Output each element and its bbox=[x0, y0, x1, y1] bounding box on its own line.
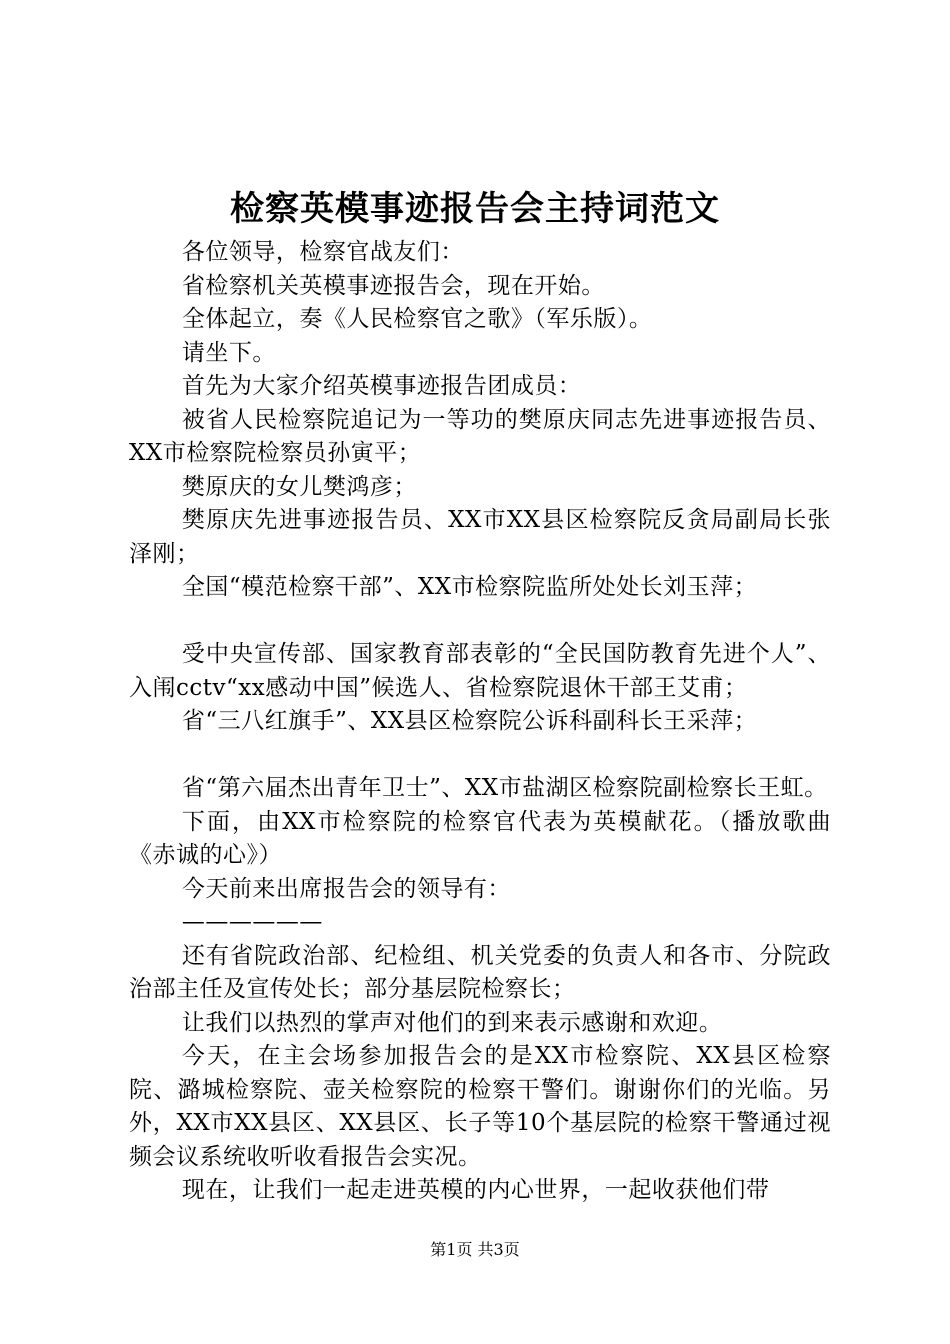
paragraph: 下面，由XX市检察院的检察官代表为英模献花。（播放歌曲《赤诚的心》） bbox=[129, 808, 831, 868]
paragraph: 各位领导，检察官战友们： bbox=[181, 239, 464, 265]
paragraph: 樊原庆先进事迹报告员、XX市XX县区检察院反贪局副局长张泽刚； bbox=[129, 507, 831, 567]
paragraph: 今天前来出席报告会的领导有： bbox=[181, 875, 511, 902]
paragraph: 全体起立，奏《人民检察官之歌》（军乐版）。 bbox=[181, 306, 653, 332]
blank-line bbox=[129, 739, 831, 773]
paragraph: 樊原庆的女儿樊鸿彦； bbox=[181, 473, 417, 500]
paragraph: 被省人民检察院追记为一等功的樊原庆同志先进事迹报告员、XX市检察院检察员孙寅平； bbox=[129, 406, 831, 466]
page-footer: 第1页 共3页 bbox=[430, 1240, 520, 1259]
paragraph: 首先为大家介绍英模事迹报告团成员： bbox=[181, 373, 582, 399]
paragraph: 省“三八红旗手”、XX县区检察院公诉科副科长王采萍； bbox=[181, 708, 758, 734]
paragraph: 还有省院政治部、纪检组、机关党委的负责人和各市、分院政治部主任及宣传处长；部分基层院检察长； bbox=[129, 942, 831, 1002]
paragraph: —————— bbox=[181, 909, 323, 935]
paragraph: 省检察机关英模事迹报告会，现在开始。 bbox=[181, 272, 605, 299]
blank-line bbox=[129, 605, 831, 639]
paragraph: 全国“模范检察干部”、XX市检察院监所处处长刘玉萍； bbox=[181, 574, 758, 600]
document-body bbox=[129, 236, 831, 1208]
paragraph: 今天，在主会场参加报告会的是XX市检察院、XX县区检察院、潞城检察院、壶关检察院的检察干警们。谢谢你们的光临。另外，XX市XX县区、XX县区、长子等10个基层院的检察干警通过视频会议系统收听收看报告会实况。 bbox=[129, 1043, 831, 1170]
paragraph: 受中央宣传部、国家教育部表彰的“全民国防教育先进个人”、入闱cctv“xx感动中国”候选人、省检察院退休干部王艾甫； bbox=[129, 641, 831, 701]
paragraph: 请坐下。 bbox=[181, 339, 276, 366]
document-title: 检察英模事迹报告会主持词范文 bbox=[230, 189, 720, 229]
paragraph: 省“第六届杰出青年卫士”、XX市盐湖区检察院副检察长王虹。 bbox=[181, 775, 828, 801]
paragraph: 现在，让我们一起走进英模的内心世界，一起收获他们带 bbox=[181, 1177, 770, 1203]
paragraph: 让我们以热烈的掌声对他们的到来表示感谢和欢迎。 bbox=[181, 1009, 723, 1036]
